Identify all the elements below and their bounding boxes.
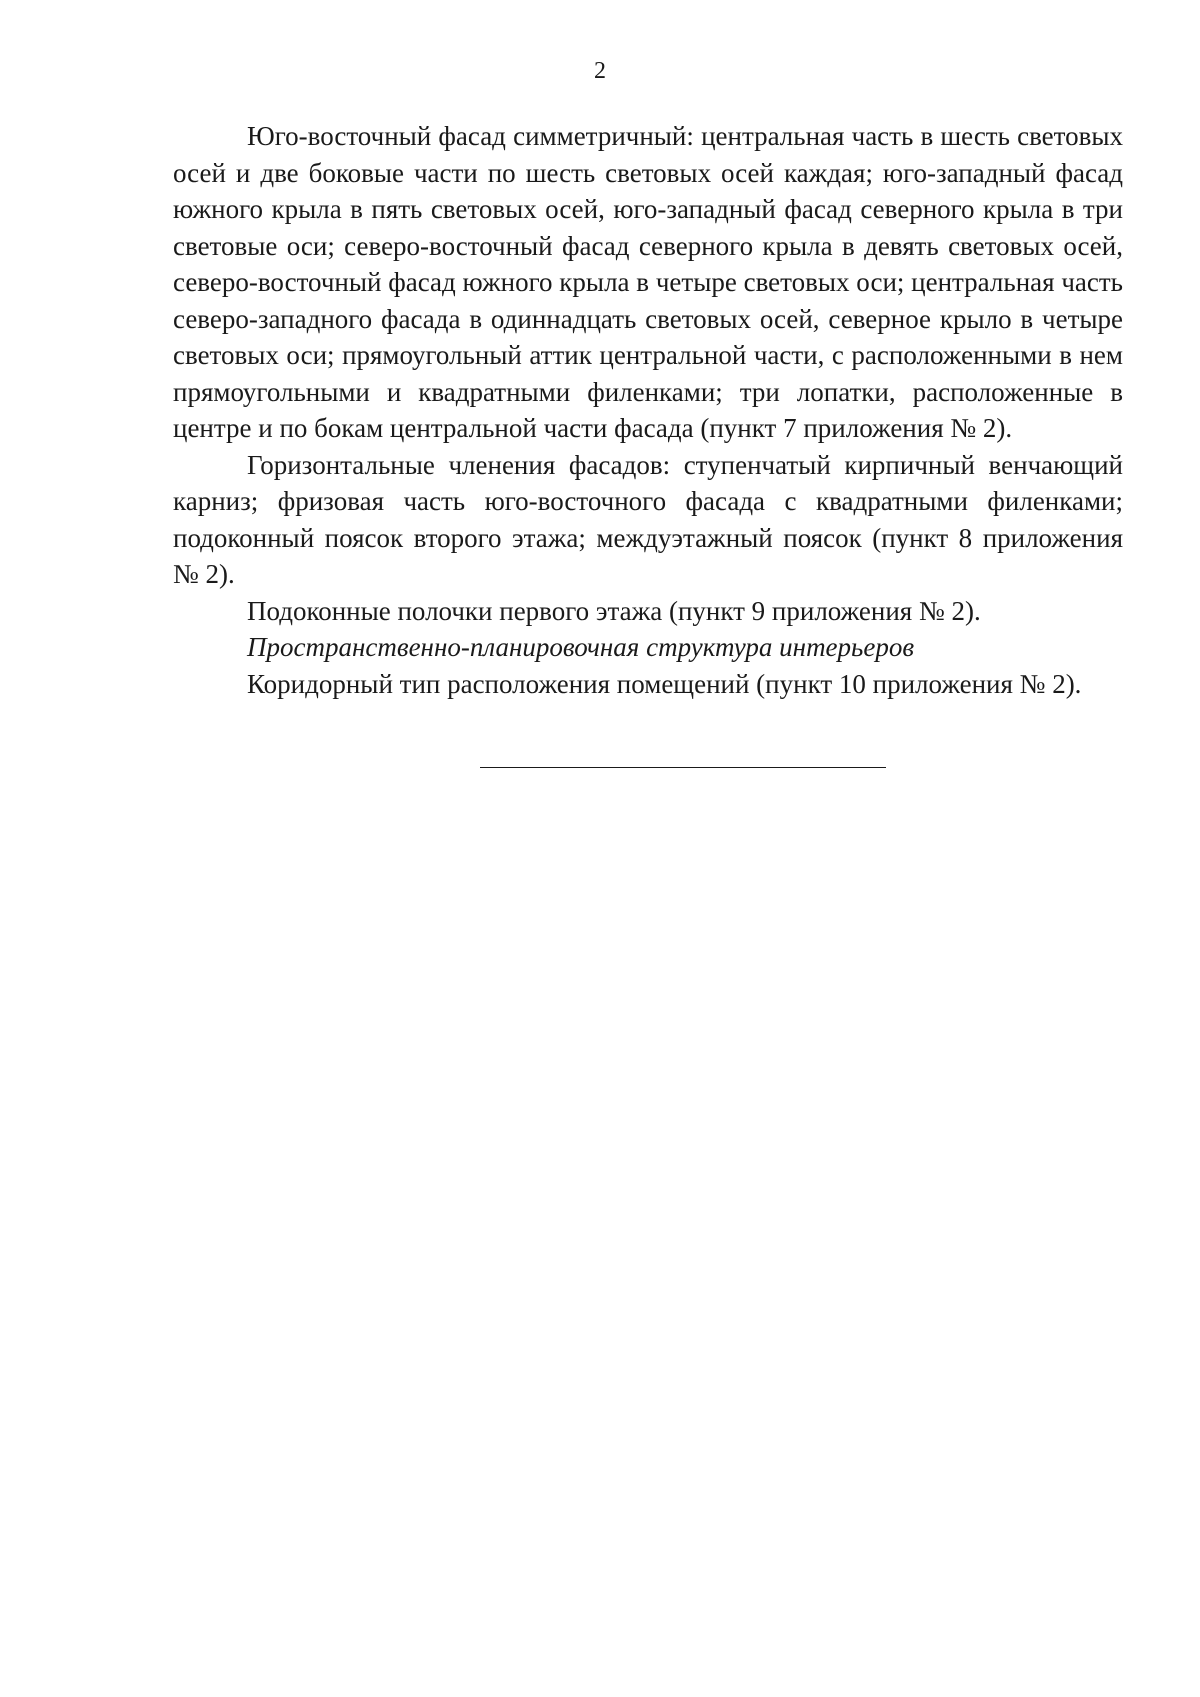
paragraph-window-sills: Подоконные полочки первого этажа (пункт 9 приложения № 2).: [247, 595, 981, 626]
paragraph-corridor-layout: Коридорный тип расположения помещений (пункт 10 приложения № 2).: [247, 668, 1082, 699]
page-number: 2: [594, 58, 606, 84]
paragraph-horizontal-divisions: Горизонтальные членения фасадов: ступенчатый кирпичный венчающий карниз; фризовая часть юго-восточного фасада с квадратными филенками; подоконный поясок второго этажа; междуэтажный поясок (пункт 8 приложения № 2).: [173, 449, 1123, 589]
section-heading: Пространственно-планировочная структура интерьеров: [247, 632, 915, 662]
paragraph-facades: Юго-восточный фасад симметричный: центральная часть в шесть световых осей и две боковые части по шесть световых осей каждая; юго-западный фасад южного крыла в пять световых осей, юго-западный фасад северного крыла в три световые оси; северо-восточный фасад северного крыла в девять световых осей, северо-восточный фасад южного крыла в четыре световых оси; центральная часть северо-западного фасада в одиннадцать световых осей, северное крыло в четыре световых оси; прямоугольный аттик центральной части, с расположенными в нем прямоугольными и квадратными филенками; три лопатки, расположенные в центре и по бокам центральной части фасада (пункт 7 приложения № 2).: [173, 121, 1123, 443]
end-of-text-rule: [480, 767, 886, 768]
document-body: [173, 118, 1123, 702]
